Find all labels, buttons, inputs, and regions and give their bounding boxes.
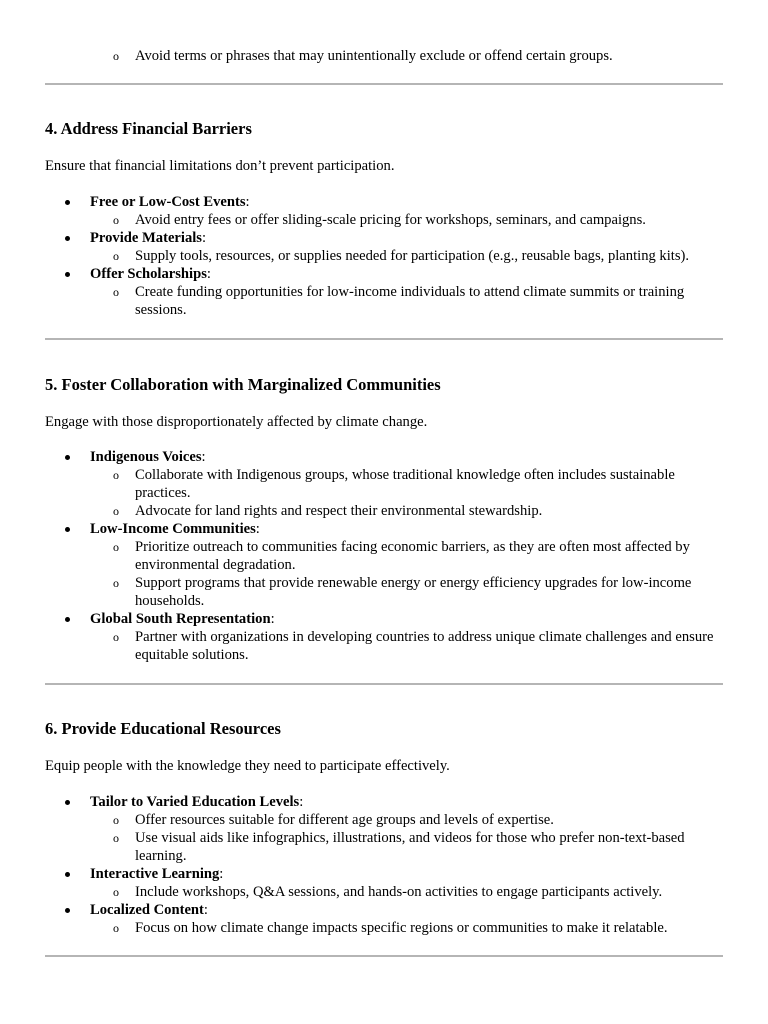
- circle-bullet-icon: o: [113, 540, 119, 554]
- circle-bullet-icon: o: [113, 249, 119, 263]
- section-title: 5. Foster Collaboration with Marginalized Communities: [45, 375, 441, 394]
- section-divider: [45, 955, 723, 957]
- subitem-text: Avoid entry fees or offer sliding-scale pricing for workshops, seminars, and campaigns.: [135, 212, 646, 228]
- carryover-list: [45, 47, 723, 65]
- bullet-icon: [65, 617, 70, 622]
- list-item: Offer Scholarships: o Create funding opportunities for low-income individuals to attend climate summits or training sessions.: [45, 265, 723, 319]
- subitem-text: Include workshops, Q&A sessions, and hands-on activities to engage participants actively.: [135, 884, 663, 900]
- circle-bullet-icon: o: [113, 630, 119, 644]
- list-item: Low-Income Communities: o Prioritize outreach to communities facing economic barriers, as they are often most affected by environmental degradation. o Support programs that provide renewable energy or energy efficiency upgrades for low-income households.: [45, 520, 723, 610]
- circle-bullet-icon: o: [113, 831, 119, 845]
- list-item: Interactive Learning: o Include workshops, Q&A sessions, and hands-on activities to engage participants actively.: [45, 865, 723, 901]
- bullet-icon: [65, 872, 70, 877]
- list-item: Global South Representation: o Partner with organizations in developing countries to address unique climate challenges and ensure equitable solutions.: [45, 610, 723, 664]
- item-label: Low-Income Communities: [90, 521, 256, 537]
- section-intro: Engage with those disproportionately affected by climate change.: [45, 414, 428, 430]
- circle-bullet-icon: o: [113, 213, 119, 227]
- circle-bullet-icon: o: [113, 813, 119, 827]
- list-subitem: [90, 829, 723, 865]
- circle-bullet-icon: o: [113, 504, 119, 518]
- subitem-text: Offer resources suitable for different age groups and levels of expertise.: [135, 812, 554, 828]
- circle-bullet-icon: o: [113, 285, 119, 299]
- subitem-text: Focus on how climate change impacts specific regions or communities to make it relatable.: [135, 920, 668, 936]
- subitem-text: Supply tools, resources, or supplies needed for participation (e.g., reusable bags, planting kits).: [135, 248, 690, 264]
- list-subitem: [90, 628, 723, 664]
- subitem-text: Partner with organizations in developing countries to address unique climate challenges and ensure equitable solutions.: [135, 629, 714, 663]
- list-subitem: [90, 247, 723, 265]
- list-subitem: [90, 211, 723, 229]
- section-list: [45, 448, 723, 664]
- bullet-icon: [65, 455, 70, 460]
- list-subitem: [90, 538, 723, 574]
- section-title: 6. Provide Educational Resources: [45, 719, 281, 738]
- subitem-text: Create funding opportunities for low-income individuals to attend climate summits or training sessions.: [135, 284, 685, 318]
- circle-bullet-icon: o: [113, 921, 119, 935]
- item-label: Indigenous Voices: [90, 449, 202, 465]
- item-label: Free or Low-Cost Events: [90, 194, 246, 210]
- circle-bullet-icon: o: [113, 576, 119, 590]
- bullet-icon: [65, 272, 70, 277]
- subitem-text: Collaborate with Indigenous groups, whose traditional knowledge often includes sustainable practices.: [135, 467, 675, 501]
- section-intro: Equip people with the knowledge they need to participate effectively.: [45, 758, 450, 774]
- subitem-text: Prioritize outreach to communities facing economic barriers, as they are often most affected by environmental degradation.: [135, 539, 690, 573]
- list-subitem: [90, 919, 723, 937]
- item-label: Localized Content: [90, 902, 204, 918]
- list-subitem: [45, 47, 723, 65]
- list-item: Tailor to Varied Education Levels: o Offer resources suitable for different age groups and levels of expertise. o Use visual aids like infographics, illustrations, and videos for those who prefer non-text-based learning.: [45, 793, 723, 865]
- list-item: Free or Low-Cost Events: o Avoid entry fees or offer sliding-scale pricing for workshops, seminars, and campaigns.: [45, 193, 723, 229]
- circle-bullet-icon: o: [113, 468, 119, 482]
- section-divider: [45, 683, 723, 685]
- item-label: Global South Representation: [90, 611, 271, 627]
- bullet-icon: [65, 200, 70, 205]
- subitem-text: Use visual aids like infographics, illustrations, and videos for those who prefer non-text-based learning.: [135, 830, 685, 864]
- item-label: Tailor to Varied Education Levels: [90, 794, 300, 810]
- section-list: [45, 193, 723, 319]
- section-list: [45, 793, 723, 937]
- subitem-text: Advocate for land rights and respect their environmental stewardship.: [135, 503, 543, 519]
- section-title: 4. Address Financial Barriers: [45, 119, 252, 138]
- circle-bullet-icon: o: [113, 885, 119, 899]
- subitem-text: Support programs that provide renewable energy or energy efficiency upgrades for low-income households.: [135, 575, 692, 609]
- bullet-icon: [65, 527, 70, 532]
- section-divider: [45, 338, 723, 340]
- bullet-icon: [65, 800, 70, 805]
- list-item: Provide Materials: o Supply tools, resources, or supplies needed for participation (e.g., reusable bags, planting kits).: [45, 229, 723, 265]
- item-label: Provide Materials: [90, 230, 202, 246]
- list-subitem: [90, 466, 723, 502]
- circle-bullet-icon: o: [113, 49, 119, 63]
- list-subitem: [90, 811, 723, 829]
- list-subitem: [90, 502, 723, 520]
- list-item: Localized Content: o Focus on how climate change impacts specific regions or communities to make it relatable.: [45, 901, 723, 937]
- list-item: Indigenous Voices: o Collaborate with Indigenous groups, whose traditional knowledge often includes sustainable practices. o Advocate for land rights and respect their environmental stewardship.: [45, 448, 723, 520]
- list-subitem: [90, 283, 723, 319]
- bullet-icon: [65, 908, 70, 913]
- bullet-icon: [65, 236, 70, 241]
- subitem-text: Avoid terms or phrases that may unintentionally exclude or offend certain groups.: [135, 48, 613, 64]
- item-label: Interactive Learning: [90, 866, 220, 882]
- list-subitem: [90, 574, 723, 610]
- section-intro: Ensure that financial limitations don’t prevent participation.: [45, 158, 395, 174]
- list-subitem: [90, 883, 723, 901]
- item-label: Offer Scholarships: [90, 266, 207, 282]
- section-divider: [45, 83, 723, 85]
